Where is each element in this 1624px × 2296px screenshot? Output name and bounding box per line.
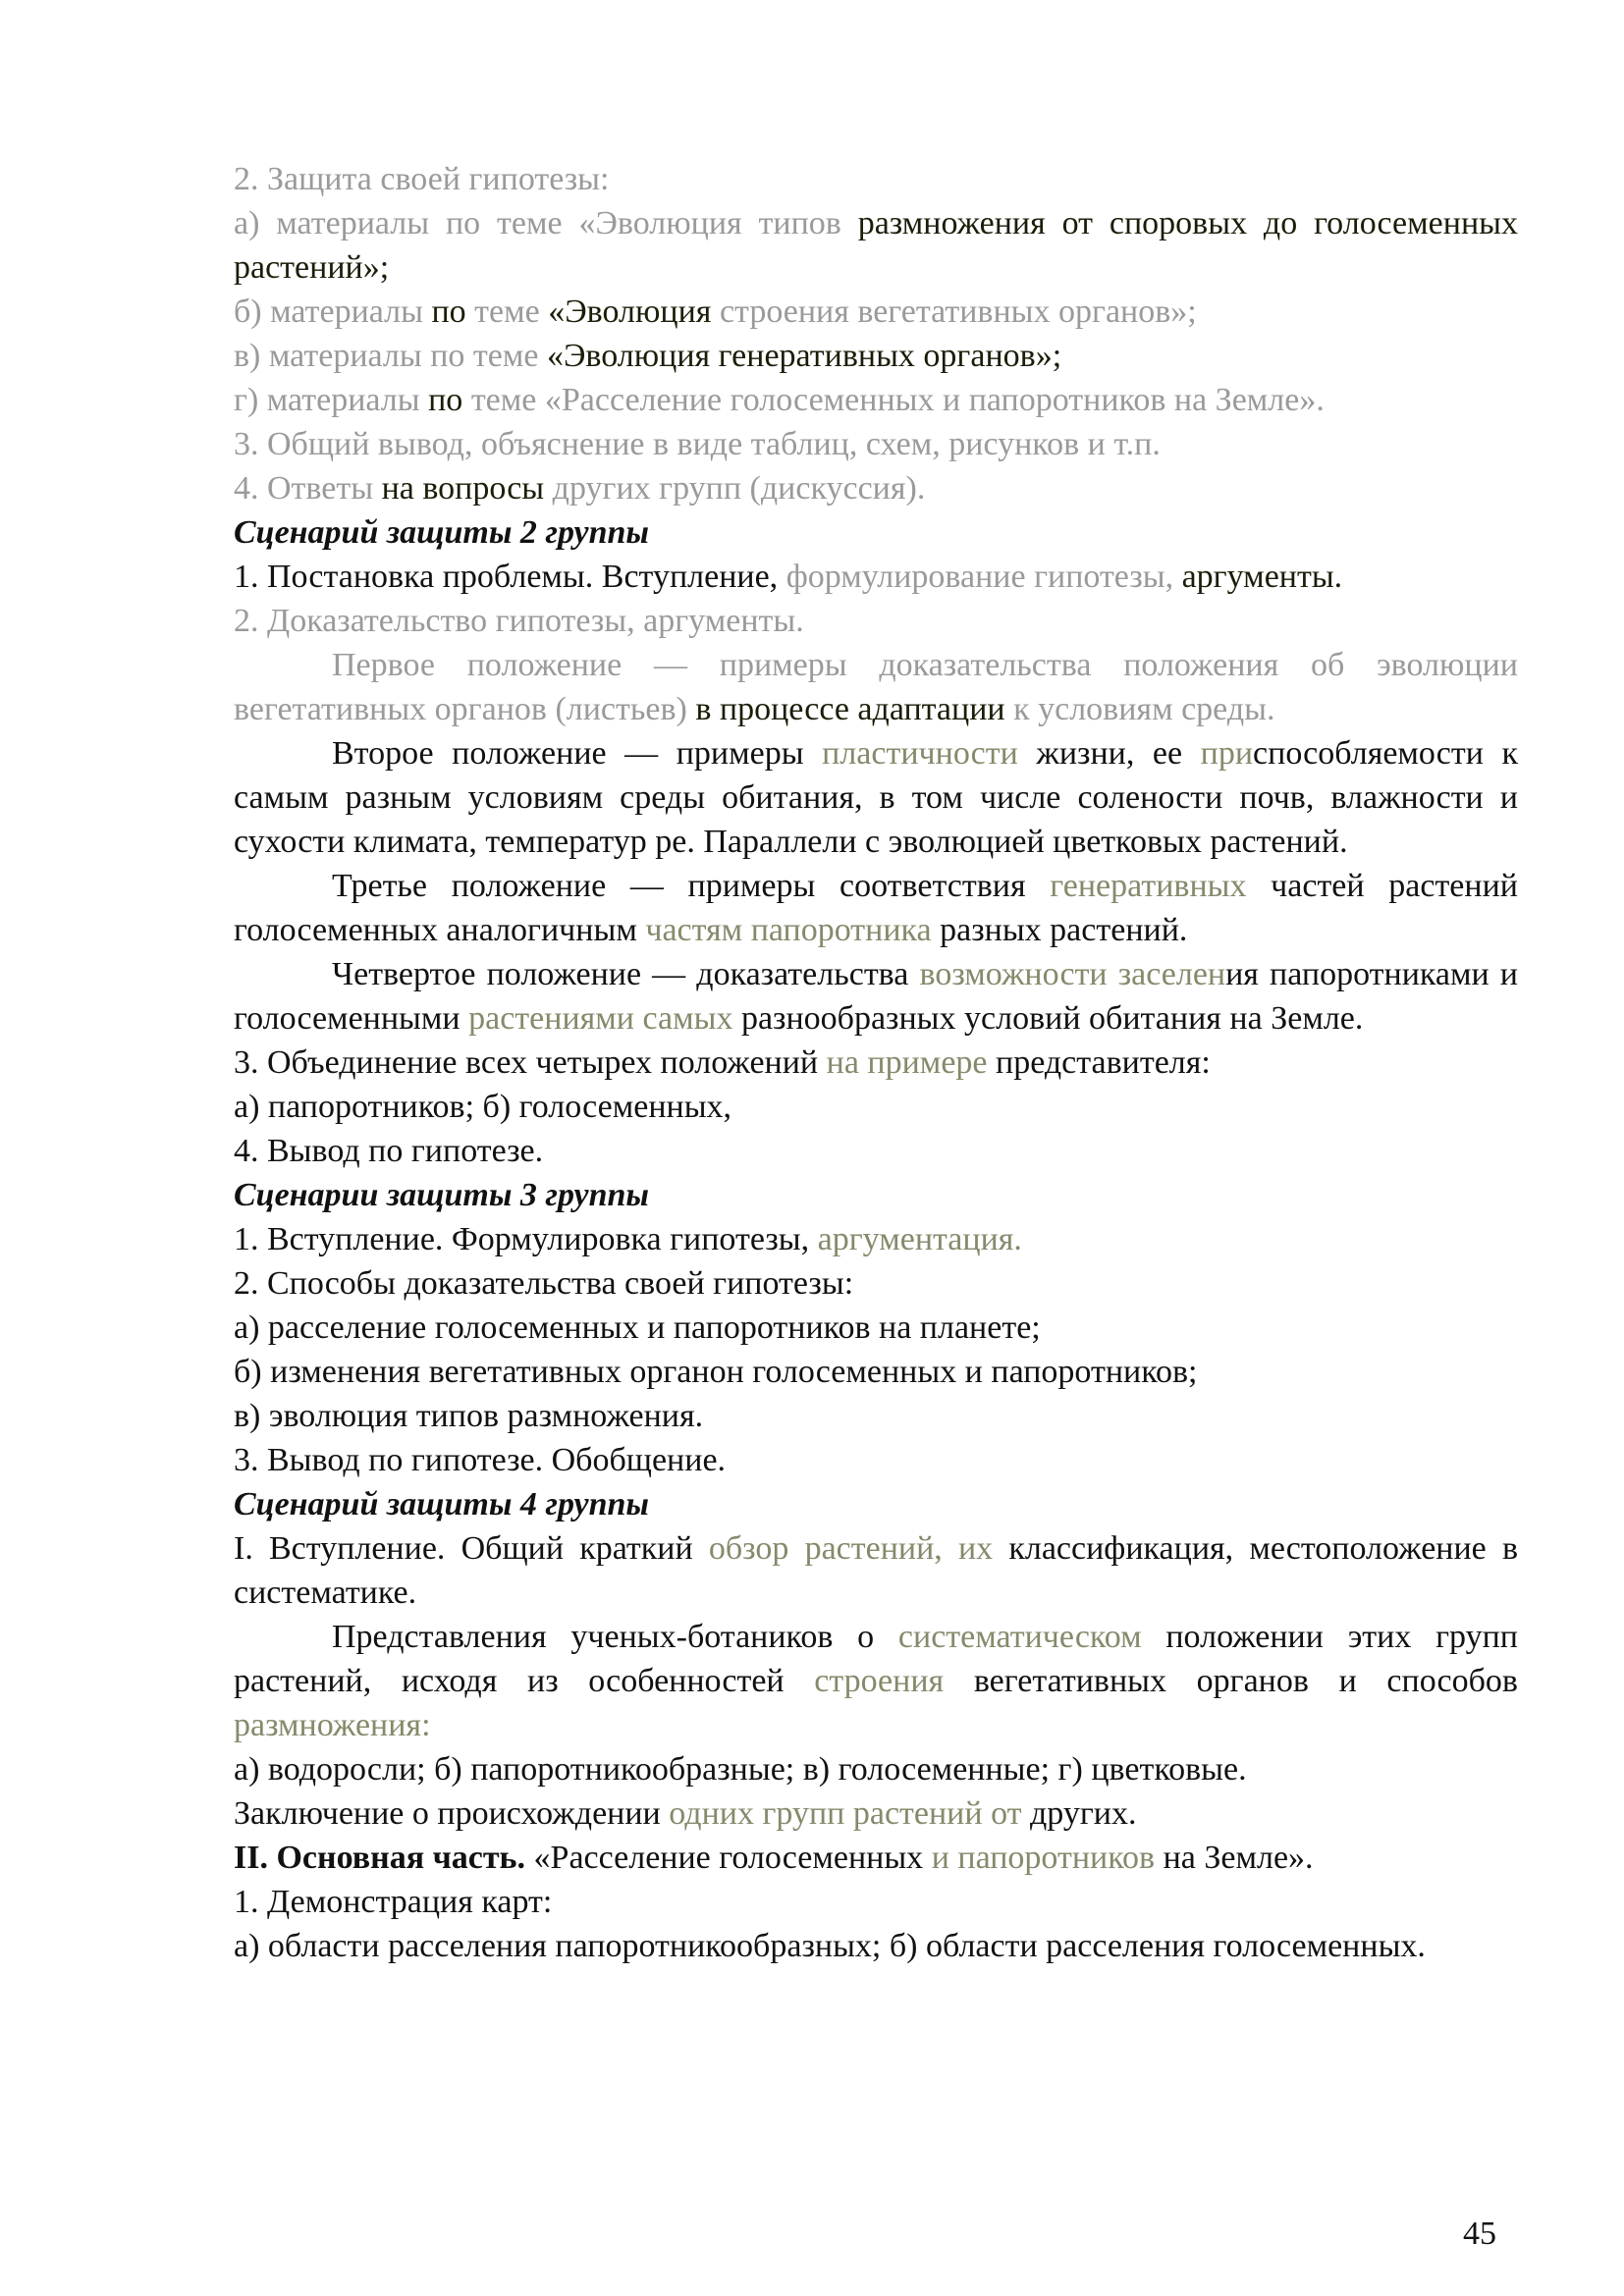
text-line: в) эволюция типов размножения. [234, 1398, 704, 1434]
text-line: 1. Вступление. Формулировка гипотезы, аргументация. [234, 1221, 1022, 1257]
section-heading: Сценарий защиты 2 группы [234, 514, 650, 551]
text-line: 4. Вывод по гипотезе. [234, 1133, 544, 1169]
text-line: 4. Ответы на вопросы других групп (дискуссия). [234, 470, 926, 507]
text-line: г) материалы по теме «Расселение голосеменных и папоротников на Земле». [234, 382, 1325, 418]
paragraph: Четвертое положение — доказательства возможности заселения папоротниками и голосеменными растениями самых разнообразных условий обитания на Земле. [234, 956, 1519, 1037]
section-heading: Сценарии защиты 3 группы [234, 1177, 650, 1213]
text-line: а) папоротников; б) голосеменных, [234, 1089, 732, 1125]
text-line: а) материалы по теме «Эволюция типов размножения от споровых до голосеменных растений»; [234, 205, 1518, 286]
text-line: б) материалы по теме «Эволюция строения вегетативных органов»; [234, 294, 1197, 330]
text-line: в) материалы по теме «Эволюция генеративных органов»; [234, 338, 1062, 374]
text-line: 3. Общий вывод, объяснение в виде таблиц, схем, рисунков и т.п. [234, 426, 1161, 462]
text-line: б) изменения вегетативных органон голосеменных и папоротников; [234, 1354, 1198, 1390]
paragraph: а) области расселения папоротникообразных; б) области расселения голосеменных. [234, 1928, 1426, 1964]
page-number: 45 [1463, 2216, 1496, 2252]
text-line: Заключение о происхождении одних групп растений от других. [234, 1795, 1137, 1832]
text-line: 1. Постановка проблемы. Вступление, формулирование гипотезы, аргументы. [234, 559, 1343, 595]
text-line: 3. Вывод по гипотезе. Обобщение. [234, 1442, 727, 1478]
paragraph: Первое положение — примеры доказательства положения об эволюции вегетативных органов (листьев) в процессе адаптации к условиям среды. [234, 647, 1518, 727]
paragraph: Второе положение — примеры пластичности жизни, ее приспособляемости к самым разным условиям среды обитания, в том числе солености почв, влажности и сухости климата, температур ре. Параллели с эволюцией цветковых растений. [234, 735, 1518, 860]
text-line: 2. Способы доказательства своей гипотезы: [234, 1265, 854, 1302]
text-line: II. Основная часть. «Расселение голосеменных и папоротников на Земле». [234, 1840, 1314, 1876]
text-line: 2. Защита своей гипотезы: [234, 161, 610, 197]
text-line: а) водоросли; б) папоротникообразные; в) голосеменные; г) цветковые. [234, 1751, 1247, 1788]
paragraph: Третье положение — примеры соответствия генеративных частей растений голосеменных аналогичным частям папоротника разных растений. [234, 868, 1518, 948]
text-line: 2. Доказательство гипотезы, аргументы. [234, 603, 804, 639]
text-line: 3. Объединение всех четырех положений на примере представителя: [234, 1044, 1211, 1081]
paragraph: Представления ученых-ботаников о систематическом положении этих групп растений, исходя из особенностей строения вегетативных органов и способов размножения: [234, 1619, 1518, 1743]
text-line: а) расселение голосеменных и папоротников на планете; [234, 1309, 1041, 1346]
text-line: 1. Демонстрация карт: [234, 1884, 553, 1920]
document-body [234, 157, 1518, 1968]
paragraph: I. Вступление. Общий краткий обзор растений, их классификация, местоположение в систематике. [234, 1530, 1518, 1611]
section-heading: Сценарий защиты 4 группы [234, 1486, 650, 1522]
